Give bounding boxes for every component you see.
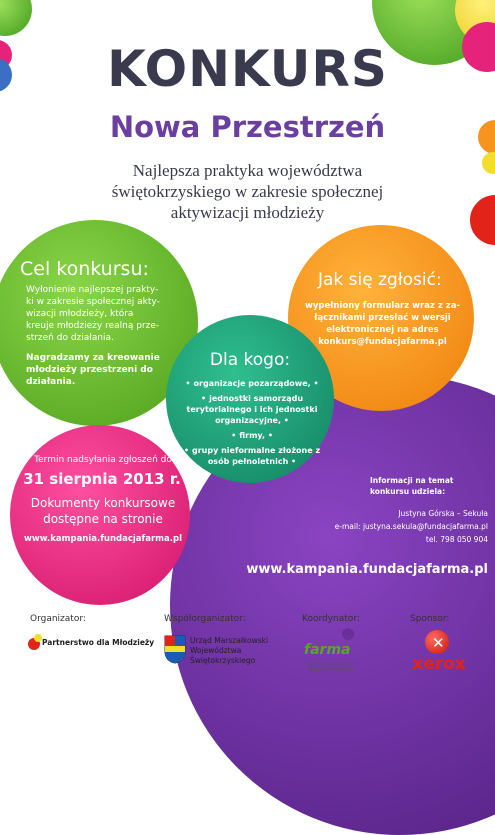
footer-url-link[interactable]: www.kampania.fundacjafarma.pl: [246, 562, 488, 577]
cel-heading: Cel konkursu:: [20, 258, 149, 280]
termin-date: 31 sierpnia 2013 r.: [23, 470, 181, 488]
dla-kogo-item: • organizacje pozarządowe, •: [182, 378, 322, 389]
description-line: świętokrzyskiego w zakresie społecznej: [111, 182, 384, 201]
jak-line: łącznikami przesłać w wersji: [314, 313, 451, 323]
info-name: Justyna Górska – Sekuła: [398, 509, 488, 518]
cel-reward-line: Nagradzamy za kreowanie: [26, 353, 160, 363]
jak-line: elektronicznej na adres: [326, 325, 439, 335]
cel-line: ki w zakresie społecznej akty-: [26, 297, 160, 307]
page-title: KONKURS: [107, 40, 388, 98]
xerox-logo-x: ✕: [432, 634, 445, 652]
partnerstwo-logo-text: Partnerstwo dla Młodzieży: [42, 638, 155, 647]
dla-kogo-item: • grupy nieformalne złożone z osób pełnoletnich •: [182, 445, 322, 467]
cel-reward-line: młodzieży przestrzeni do: [26, 365, 153, 375]
dla-kogo-heading: Dla kogo:: [209, 350, 291, 370]
farma-logo-flower-icon: [342, 628, 354, 640]
jak-heading: Jak się zgłosić:: [318, 270, 442, 290]
termin-url-link[interactable]: www.kampania.fundacjafarma.pl: [24, 534, 182, 544]
wspol-text: [190, 636, 268, 666]
dla-kogo-item: • jednostki samorządu terytorialnego i ich jednostki organizacyjne, •: [182, 393, 322, 426]
cel-text: [26, 284, 196, 388]
jak-line: wypełniony formularz wraz z za-: [305, 301, 460, 311]
info-block: [370, 475, 490, 497]
farma-logo: [302, 628, 360, 680]
jak-text: [300, 300, 465, 348]
info-email[interactable]: e-mail: justyna.sekula@fundacjafarma.pl: [334, 522, 488, 531]
info-contact: [288, 507, 488, 546]
jak-email: konkurs@fundacjafarma.pl: [318, 337, 447, 347]
wspol-line: Województwa: [190, 646, 242, 655]
docs-line-1: Dokumenty konkursowe: [30, 496, 176, 510]
swietokrzyskie-crest-icon: [164, 634, 186, 664]
termin-label: Termin nadsyłania zgłoszeń do: [34, 455, 172, 465]
sponsor-label-organizator: Organizator:: [30, 614, 86, 624]
xerox-logo-text: xerox: [412, 654, 466, 674]
termin-url[interactable]: [18, 534, 188, 544]
sponsor-label-wspol: Współorganizator:: [164, 614, 246, 624]
docs-line-2: dostępne na stronie: [43, 512, 163, 526]
cel-line: strzeń do działania.: [26, 333, 114, 343]
dla-kogo-item: • firmy, •: [182, 430, 322, 441]
cel-reward-line: działania.: [26, 377, 76, 387]
sponsor-label-sponsor: Sponsor:: [410, 614, 450, 624]
partnerstwo-logo-dot: [34, 634, 42, 642]
cel-line: Wyłonienie najlepszej prakty-: [26, 285, 159, 295]
wspol-line: Świętokrzyskiego: [190, 656, 256, 665]
xerox-logo: [408, 630, 470, 672]
farma-logo-subtext: FUNDACJA AKTYWIZACJI I ROZWOJU MŁODZIEŻY: [306, 662, 356, 672]
page-description: [0, 160, 495, 223]
decor-circle-green-topleft: [0, 0, 32, 36]
page-subtitle: Nowa Przestrzeń: [109, 110, 386, 144]
info-phone: tel. 798 050 904: [425, 535, 488, 544]
wspol-line: Urząd Marszałkowski: [190, 636, 269, 645]
sponsor-label-koordynator: Koordynator:: [302, 614, 360, 624]
footer-url[interactable]: [228, 562, 488, 577]
cel-line: wizacji młodzieży, która: [26, 309, 134, 319]
farma-logo-text: farma: [304, 642, 351, 658]
partnerstwo-logo: [28, 632, 158, 662]
dla-kogo-list: [182, 378, 322, 471]
info-heading-line: Informacji na temat: [370, 476, 454, 485]
info-heading-line: konkursu udziela:: [370, 487, 446, 496]
description-line: Najlepsza praktyka województwa: [132, 161, 363, 180]
cel-line: kreuje młodzieży realną prze-: [26, 321, 160, 331]
description-line: aktywizacji młodzieży: [170, 203, 325, 222]
